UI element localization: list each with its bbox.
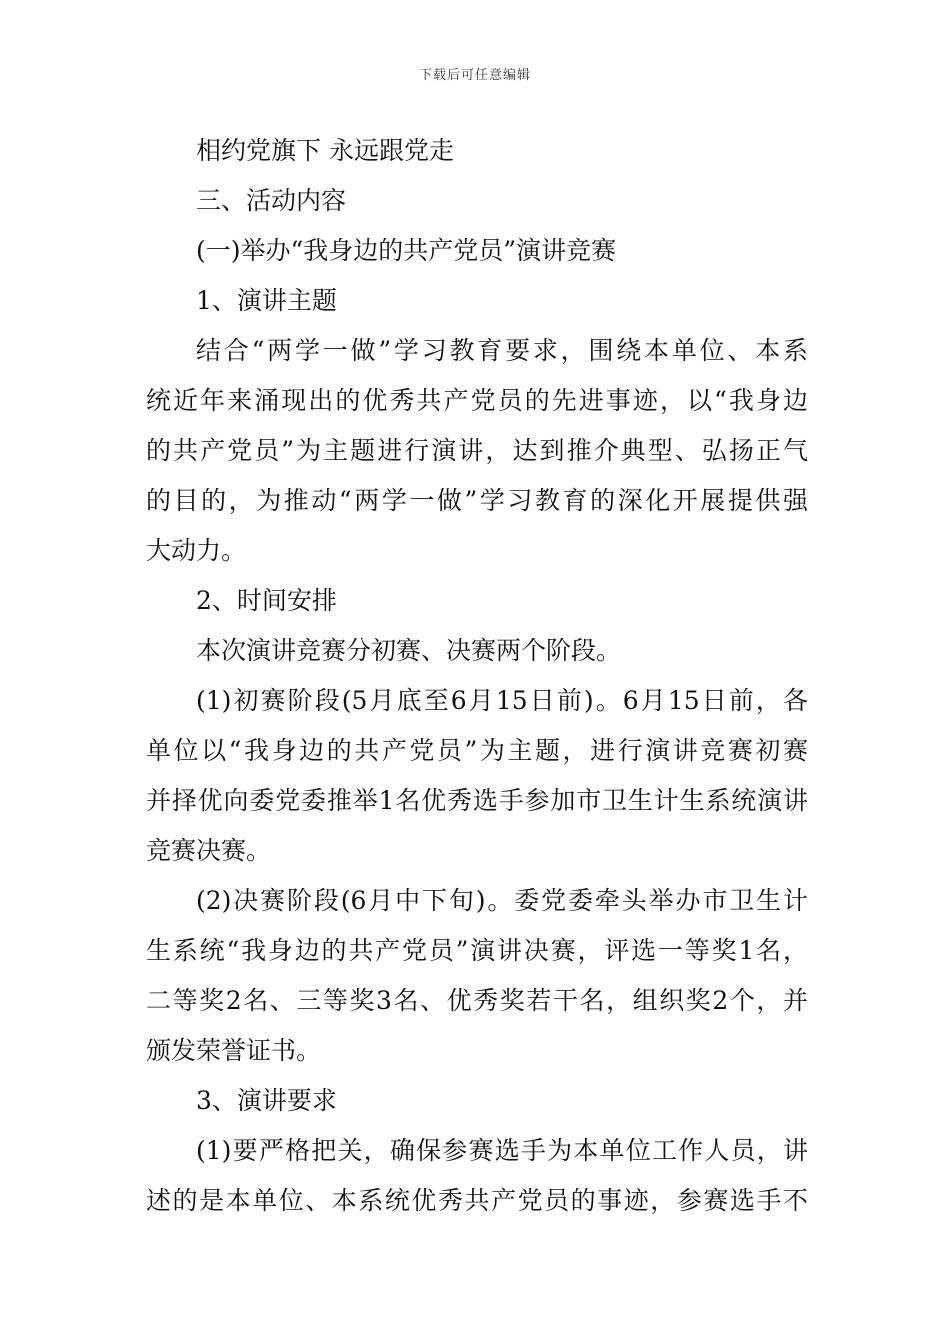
paragraph-line: 单位以“我身边的共产党员”为主题，进行演讲竞赛初赛 [146,736,808,765]
paragraph-line: 竞赛决赛。 [146,836,272,865]
paragraph-line: 大动力。 [146,536,247,565]
slogan-line: 相约党旗下 永远跟党走 [196,136,454,165]
paragraph-line: (1)要严格把关，确保参赛选手为本单位工作人员，讲 [196,1136,808,1165]
paragraph-line: 的共产党员”为主题进行演讲，达到推介典型、弘扬正气 [146,436,808,465]
section-heading: 三、活动内容 [196,186,347,215]
paragraph-line: 统近年来涌现出的优秀共产党员的先进事迹，以“我身边 [146,386,808,415]
paragraph-line: 述的是本单位、本系统优秀共产党员的事迹，参赛选手不 [146,1186,808,1215]
paragraph-line: 二等奖2名、三等奖3名、优秀奖若干名，组织奖2个，并 [146,986,808,1015]
item-heading: 2、时间安排 [196,586,337,615]
paragraph-line: (2)决赛阶段(6月中下旬)。委党委牵头举办市卫生计 [196,886,808,915]
paragraph-line: 生系统“我身边的共产党员”演讲决赛，评选一等奖1名， [146,936,808,965]
paragraph-line: 结合“两学一做”学习教育要求，围绕本单位、本系 [196,336,808,365]
document-body [146,126,808,1226]
paragraph-line: 本次演讲竞赛分初赛、决赛两个阶段。 [196,636,622,665]
item-heading: 3、演讲要求 [196,1086,337,1115]
page-header-note: 下载后可任意编辑 [418,68,531,83]
paragraph-line: (1)初赛阶段(5月底至6月15日前)。6月15日前，各 [196,686,808,715]
paragraph-line: 的目的，为推动“两学一做”学习教育的深化开展提供强 [146,486,808,515]
paragraph-line: 并择优向委党委推举1名优秀选手参加市卫生计生系统演讲 [146,786,808,815]
item-heading: 1、演讲主题 [196,286,337,315]
subsection-heading: (一)举办“我身边的共产党员”演讲竞赛 [196,236,617,265]
paragraph-line: 颁发荣誉证书。 [146,1036,322,1065]
